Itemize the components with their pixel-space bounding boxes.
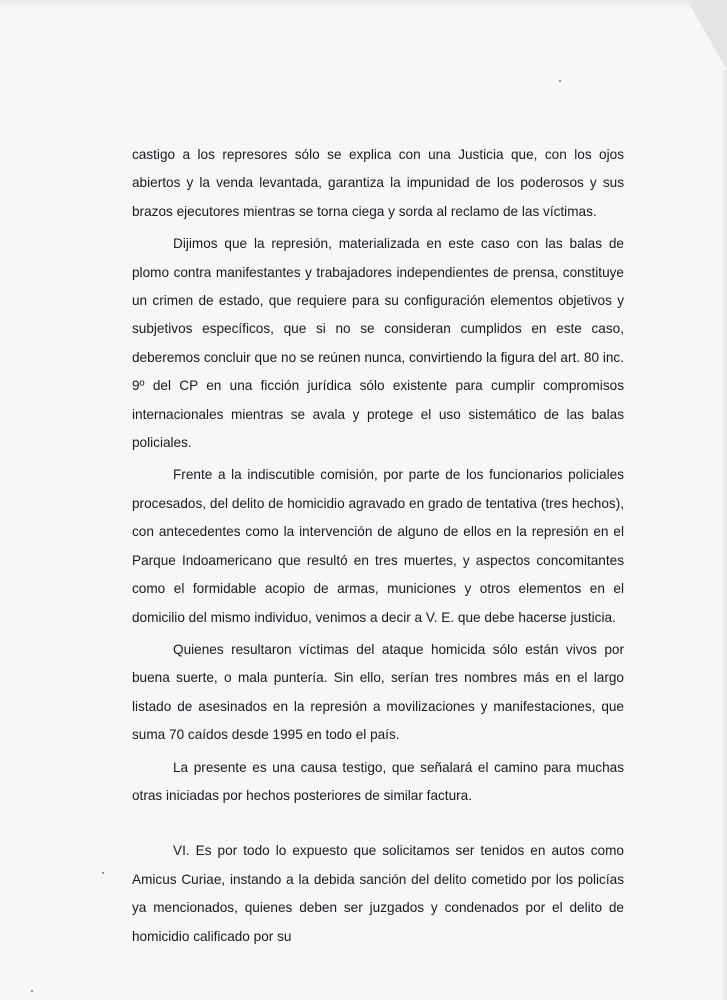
- page-corner-fold: [687, 0, 727, 70]
- document-body: [132, 141, 624, 951]
- paragraph-5: La presente es una causa testigo, que señalará el camino para muchas otras iniciadas por hechos posteriores de similar factura.: [132, 759, 624, 803]
- scan-speck: [102, 872, 104, 874]
- scan-speck: [31, 990, 33, 992]
- page-top-edge: [0, 0, 727, 8]
- paragraph-1: castigo a los represores sólo se explica con una Justicia que, con los ojos abiertos y la venda levantada, garantiza la impunidad de los poderosos y sus brazos ejecutores mientras se torna ciega y sorda al reclamo de las víctimas.: [132, 147, 624, 219]
- paragraph-2: Dijimos que la represión, materializada en este caso con las balas de plomo contra manifestantes y trabajadores independientes de prensa, constituye un crimen de estado, que requiere para su configuración elementos objetivos y subjetivos específicos, que si no se consideran cumplidos en este caso, deberemos concluir que no se reúnen nunca, convirtiendo la figura del art. 80 inc. 9º del CP en una ficción jurídica sólo existente para cumplir compromisos internacionales mientras se avala y protege el uso sistemático de las balas policiales.: [132, 236, 624, 451]
- scan-speck: [559, 80, 561, 82]
- paragraph-4: Quienes resultaron víctimas del ataque homicida sólo están vivos por buena suerte, o mala puntería. Sin ello, serían tres nombres más en el largo listado de asesinados en la represión a movilizaciones y manifestaciones, que suma 70 caídos desde 1995 en todo el país.: [132, 641, 624, 743]
- page-edge-shadow: [721, 70, 727, 1000]
- paragraph-3: Frente a la indiscutible comisión, por parte de los funcionarios policiales procesados, del delito de homicidio agravado en grado de tentativa (tres hechos), con antecedentes como la intervención de alguno de ellos en la represión en el Parque Indoamericano que resultó en tres muertes, y aspectos concomitantes como el formidable acopio de armas, municiones y otros elementos en el domicilio del mismo individuo, venimos a decir a V. E. que debe hacerse justicia.: [132, 467, 624, 625]
- paragraph-6: VI. Es por todo lo expuesto que solicitamos ser tenidos en autos como Amicus Curiae, instando a la debida sanción del delito cometido por los policías ya mencionados, quienes deben ser juzgados y condenados por el delito de homicidio calificado por su: [132, 843, 624, 944]
